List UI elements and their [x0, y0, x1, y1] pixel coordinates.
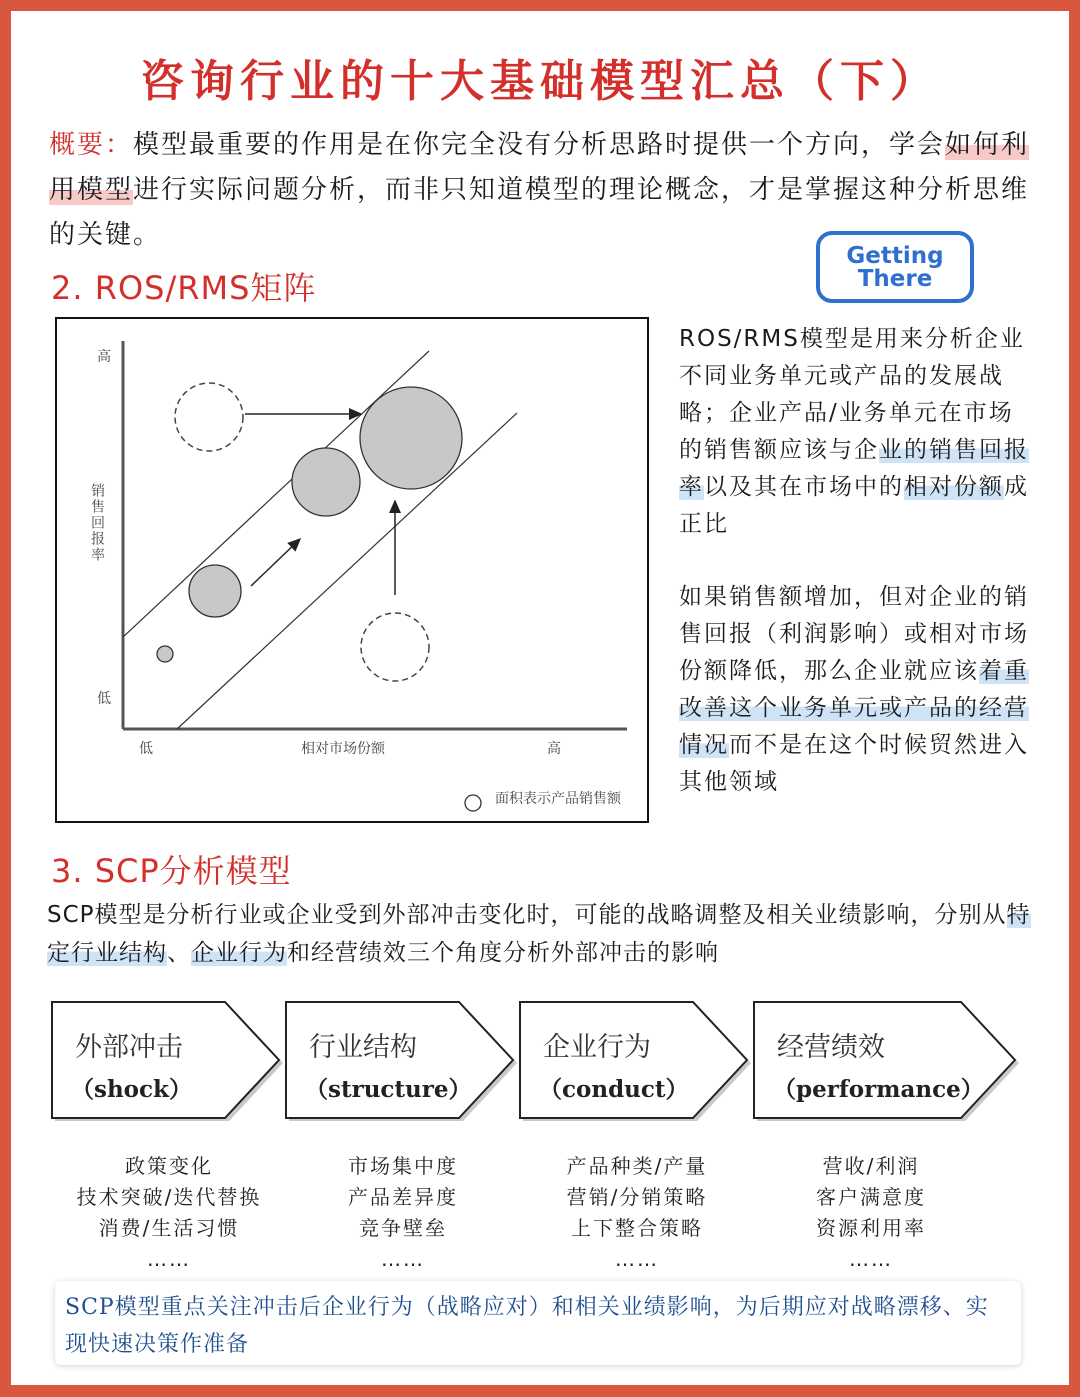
- flow-sub: （shock）: [71, 1076, 192, 1103]
- badge-line-2: There: [857, 266, 933, 292]
- list-item: 技术突破/迭代替换: [76, 1185, 262, 1209]
- ros-paragraph-2: [679, 579, 1029, 801]
- flow-label: 经营绩效: [777, 1032, 885, 1063]
- flow-sub: （performance）: [773, 1076, 984, 1103]
- y-low-label: 低: [97, 691, 111, 707]
- ros-p2-highlight: 着重改善这个业务单元或产品的经营情况: [679, 658, 1029, 758]
- summary-text-1: 模型最重要的作用是在你完全没有分析思路时提供一个方向，学会: [133, 130, 946, 160]
- scp-desc-text-a: SCP模型是分析行业或企业受到外部冲击变化时，可能的战略调整及相关业绩影响，分别从: [47, 902, 1007, 928]
- scp-desc-highlight-1: 特定行业结构: [47, 902, 1031, 966]
- summary-text-2: 进行实际问题分析，而非只知道模型的理论概念，才是掌握这种分析思维的关键。: [49, 175, 1030, 250]
- list-item: 资源利用率: [816, 1216, 926, 1240]
- list-item: ……: [147, 1247, 191, 1271]
- scp-desc-separator: 、: [167, 940, 191, 966]
- bubble-large: [360, 387, 462, 489]
- getting-there-badge: [816, 231, 974, 303]
- flow-label: 行业结构: [309, 1032, 417, 1063]
- ros-p1-text-a: ROS/RMS模型是用来分析企业不同业务单元或产品的发展战略；企业产品/业务单元在市场的销售额应该与企: [679, 326, 1025, 463]
- scp-flow: [51, 1001, 1031, 1125]
- page-title: 咨询行业的十大基础模型汇总（下）: [140, 56, 940, 107]
- list-item: 消费/生活习惯: [98, 1216, 240, 1240]
- list-item: 政策变化: [125, 1154, 213, 1178]
- ros-p1-text-b: 以及其在市场中的: [704, 474, 904, 500]
- scp-conclusion-box: SCP模型重点关注冲击后企业行为（战略应对）和相关业绩影响，为后期应对战略漂移、实现快速决策作准备: [55, 1281, 1021, 1365]
- section-3-title: 3. SCP分析模型: [51, 852, 292, 890]
- flow-sub: （conduct）: [539, 1076, 689, 1103]
- ros-rms-chart-svg: [57, 319, 647, 821]
- list-conduct: [519, 1151, 755, 1275]
- list-performance: [753, 1151, 989, 1275]
- scp-desc-highlight-2: 企业行为: [191, 940, 287, 966]
- band-upper-line: [123, 351, 429, 637]
- scp-desc-text-b: 和经营绩效三个角度分析外部冲击的影响: [287, 940, 719, 966]
- flow-step-conduct: [519, 1001, 755, 1125]
- list-item: ……: [615, 1247, 659, 1271]
- ros-p2-text-b: 而不是在这个时候贸然进入其他领域: [679, 732, 1029, 795]
- flow-step-shock: [51, 1001, 287, 1125]
- list-item: 营销/分销策略: [566, 1185, 708, 1209]
- dashed-circle-top: [175, 383, 243, 451]
- ros-p1-text-c: 成正比: [679, 474, 1029, 537]
- list-item: 产品差异度: [348, 1185, 458, 1209]
- list-item: 上下整合策略: [571, 1216, 703, 1240]
- flow-sub: （structure）: [305, 1076, 472, 1103]
- x-high-label: 高: [547, 741, 561, 757]
- list-item: 产品种类/产量: [566, 1154, 708, 1178]
- bubble-medium: [292, 448, 360, 516]
- ros-p2-text-a: 如果销售额增加，但对企业的销售回报（利润影响）或相对市场份额降低，那么企业就应该: [679, 584, 1029, 684]
- flow-step-performance: [753, 1001, 1025, 1125]
- x-low-label: 低: [139, 741, 153, 757]
- flow-label: 企业行为: [543, 1032, 651, 1063]
- flow-label: 外部冲击: [75, 1032, 183, 1063]
- bubble-small: [189, 565, 241, 617]
- list-item: 市场集中度: [348, 1154, 458, 1178]
- page: [11, 11, 1069, 1385]
- bubble-tiny: [157, 646, 173, 662]
- dashed-circle-bottom: [361, 613, 429, 681]
- legend-label: 面积表示产品销售额: [495, 791, 621, 807]
- y-axis-label: 销售回报率: [89, 483, 105, 563]
- summary-highlight: 如何利用模型: [49, 130, 1030, 205]
- ros-p1-highlight-1: 业的销售回报率: [679, 437, 1029, 500]
- list-item: 竞争壁垒: [359, 1216, 447, 1240]
- list-item: ……: [381, 1247, 425, 1271]
- ros-rms-chart: [55, 317, 649, 823]
- y-high-label: 高: [97, 349, 111, 365]
- list-item: ……: [849, 1247, 893, 1271]
- list-item: 客户满意度: [816, 1185, 926, 1209]
- ros-p1-highlight-2: 相对份额: [904, 474, 1004, 500]
- list-shock: [51, 1151, 287, 1275]
- x-axis-label: 相对市场份额: [301, 741, 385, 757]
- list-structure: [285, 1151, 521, 1275]
- summary-lead: 概要：: [49, 130, 134, 160]
- flow-step-structure: [285, 1001, 521, 1125]
- section-2-title: 2. ROS/RMS矩阵: [51, 269, 317, 307]
- legend-circle-icon: [465, 795, 481, 811]
- arrow-diagonal: [251, 539, 300, 586]
- ros-paragraph-1: [679, 321, 1029, 543]
- scp-description: [47, 896, 1047, 972]
- list-item: 营收/利润: [822, 1154, 920, 1178]
- badge-line-1: Getting: [846, 243, 944, 269]
